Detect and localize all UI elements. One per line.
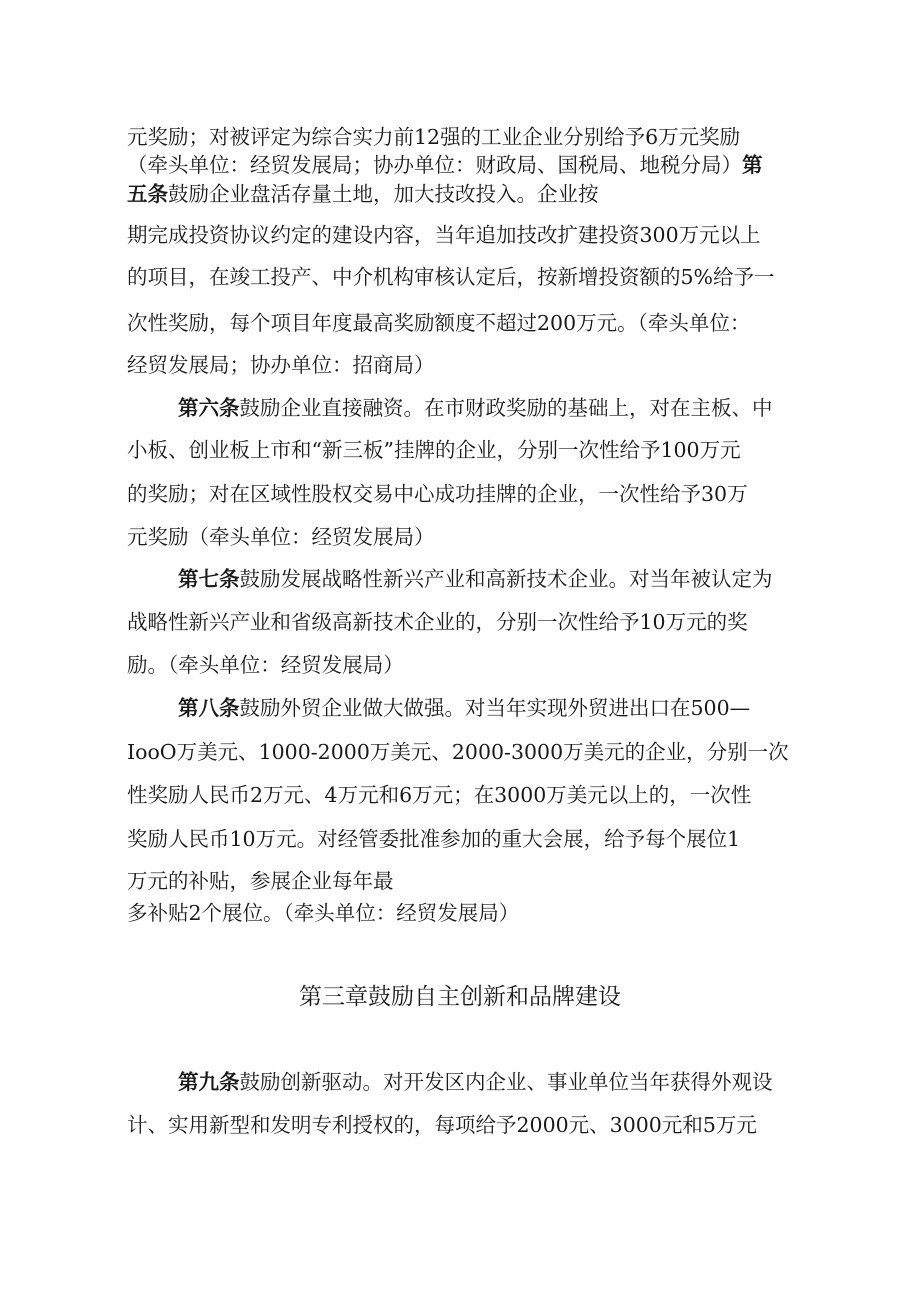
text-line: 次性奖励，每个项目年度最高奖励额度不超过200万元。（牵头单位： xyxy=(127,311,751,335)
text-line: 的奖励；对在区域性股权交易中心成功挂牌的企业，一次性给予30万 xyxy=(127,482,748,506)
article-body: 鼓励企业直接融资。在市财政奖励的基础上，对在主板、中 xyxy=(239,396,773,420)
article-body: 鼓励创新驱动。对开发区内企业、事业单位当年获得外观设 xyxy=(239,1070,773,1094)
chapter-title: 第三章鼓励自主创新和品牌建设 xyxy=(299,984,621,1010)
article-heading: 第九条 xyxy=(178,1070,240,1094)
text-line xyxy=(178,1072,773,1093)
article-body: 鼓励发展战略性新兴产业和高新技术企业。对当年被认定为 xyxy=(239,567,773,591)
text-line: 多补贴2个展位。（牵头单位：经贸发展局） xyxy=(127,901,520,925)
text-line: IooO万美元、1000-2000万美元、2000-3000万美元的企业，分别一次 xyxy=(127,740,789,764)
text-line: 万元的补贴，参展企业每年最 xyxy=(127,869,394,893)
text-line xyxy=(178,698,750,719)
text-line xyxy=(127,184,599,205)
article-body: 鼓励外贸企业做大做强。对当年实现外贸进出口在500— xyxy=(239,696,751,720)
article-heading: 第八条 xyxy=(178,696,240,720)
text-line-part: （牵头单位：经贸发展局；协办单位：财政局、国税局、地税分局） xyxy=(127,153,742,177)
text-line xyxy=(178,569,773,590)
text-line: 小板、创业板上市和“新三板”挂牌的企业，分别一次性给予100万元 xyxy=(127,438,741,462)
article-heading-part: 第 xyxy=(742,153,763,177)
text-line: 计、实用新型和发明专利授权的，每项给予2000元、3000元和5万元 xyxy=(127,1113,757,1137)
text-line: 性奖励人民币2万元、4万元和6万元；在3000万美元以上的，一次性 xyxy=(127,783,752,807)
text-line: 元奖励（牵头单位：经贸发展局） xyxy=(127,525,435,549)
article-heading-part: 五条 xyxy=(127,182,168,206)
text-line: 元奖励；对被评定为综合实力前12强的工业企业分别给予6万元奖励 xyxy=(127,125,741,149)
text-line: 励。（牵头单位：经贸发展局） xyxy=(127,653,404,677)
article-body: 鼓励企业盘活存量土地，加大技改投入。企业按 xyxy=(168,182,599,206)
article-heading: 第七条 xyxy=(178,567,240,591)
text-line: 期完成投资协议约定的建设内容，当年追加技改扩建投资300万元以上 xyxy=(127,223,761,247)
article-heading: 第六条 xyxy=(178,396,240,420)
text-line: 经贸发展局；协办单位：招商局） xyxy=(127,353,435,377)
text-line xyxy=(178,398,773,419)
text-line: 战略性新兴产业和省级高新技术企业的，分别一次性给予10万元的奖 xyxy=(127,610,748,634)
text-line: 的项目，在竣工投产、中介机构审核认定后，按新增投资额的5%给予一 xyxy=(127,265,775,289)
text-line xyxy=(127,155,763,176)
text-line: 奖励人民币10万元。对经管委批准参加的重大会展，给予每个展位1 xyxy=(127,827,741,851)
